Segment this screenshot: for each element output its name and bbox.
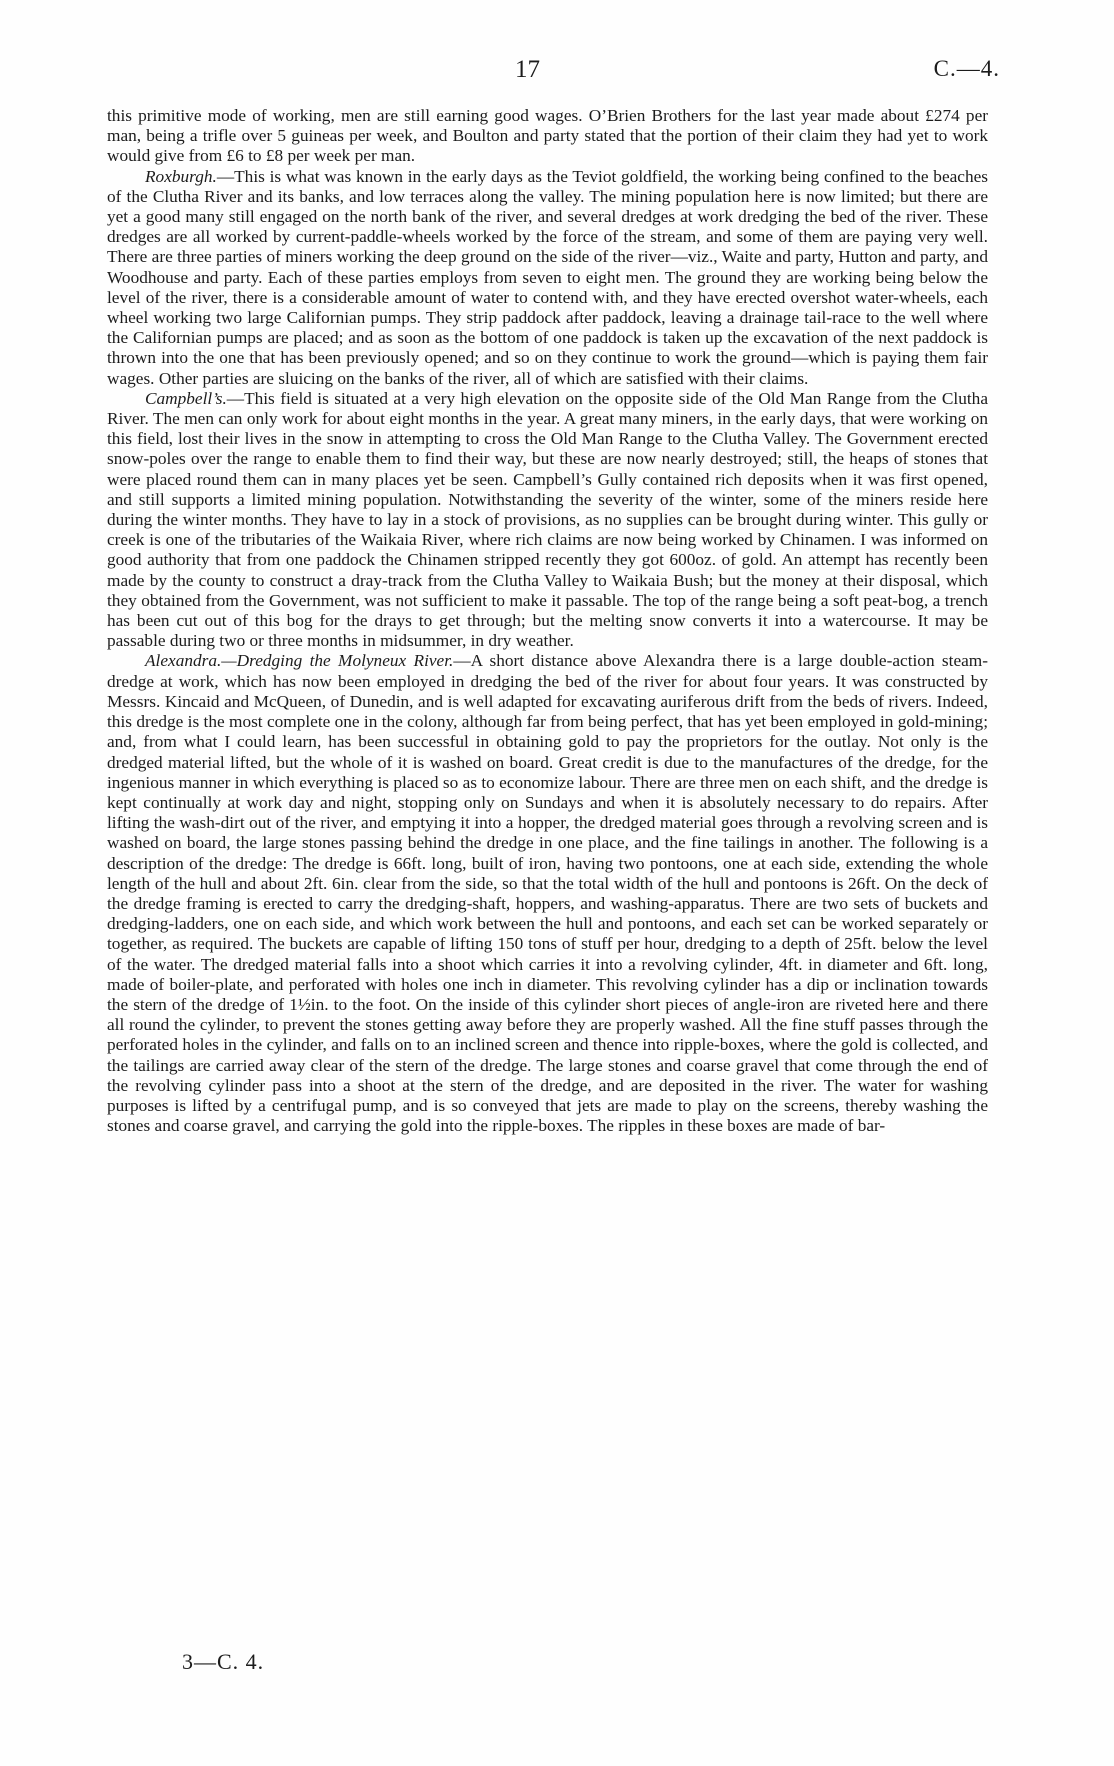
paragraph-text: —This is what was known in the early days as the Teviot goldfield, the working being confined to the beaches of the Clutha River and its banks, and low terraces along the valley. The mining population here is now limited; but there are yet a good many still engaged on the north bank of the river, and several dredges at work dredging the bed of the river. These dredges are all worked by current-paddle-wheels worked by the force of the stream, and some of them are paying very well. There are three parties of miners working the deep ground on the side of the river—viz., Waite and party, Hutton and party, and Woodhouse and party. Each of these parties employs from seven to eight men. The ground they are working being below the level of the river, there is a considerable amount of water to contend with, and they have erected overshot water-wheels, each wheel working two large Californian pumps. They strip paddock after paddock, leaving a drainage tail-race to the well where the Californian pumps are placed; and as soon as the bottom of one paddock is taken up the excavation of the next paddock is thrown into the one that has been previously opened; and so on they continue to work the ground—which is paying them fair wages. Other parties are sluicing on the banks of the river, all of which are satisfied with their claims. (107, 166, 988, 388)
paragraph-lead: Campbell’s. (145, 388, 227, 408)
paragraph-campbells (107, 389, 988, 652)
document-reference: C.—4. (933, 56, 1000, 81)
paragraph-text: this primitive mode of working, men are still earning good wages. O’Brien Brothers for the last year made about £274 per man, being a trifle over 5 guineas per week, and Boulton and party stated that the portion of their claim they had yet to work would give from £6 to £8 per week per man. (107, 106, 988, 166)
page-header (0, 56, 1114, 96)
paragraph-alexandra (107, 651, 988, 1136)
signature-mark: 3—C. 4. (182, 1649, 265, 1674)
page-number: 17 (515, 56, 540, 83)
paragraph-roxburgh (107, 167, 988, 389)
paragraph-text: —A short distance above Alexandra there is a large double-action steam-dredge at work, which has now been employed in dredging the bed of the river for about four years. It was constructed by Messrs. Kincaid and McQueen, of Dunedin, and is well adapted for excavating auriferous drift from the beds of rivers. Indeed, this dredge is the most complete one in the colony, although far from being perfect, that has yet been employed in gold-mining; and, from what I could learn, has been successful in obtaining gold to pay the proprietors for the outlay. Not only is the dredged material lifted, but the whole of it is washed on board. Great credit is due to the manufactures of the dredge, for the ingenious manner in which everything is placed so as to economize labour. There are three men on each shift, and the dredge is kept continually at work day and night, stopping only on Sundays and when it is absolutely necessary to do repairs. After lifting the wash-dirt out of the river, and emptying it into a hopper, the dredged material goes through a revolving screen and is washed on board, the large stones passing behind the dredge in one place, and the fine tailings in another. The following is a description of the dredge: The dredge is 66ft. long, built of iron, having two pontoons, one at each side, extending the whole length of the hull and about 2ft. 6in. clear from the side, so that the total width of the hull and pontoons is 26ft. On the deck of the dredge framing is erected to carry the dredging-shaft, hoppers, and washing-apparatus. There are two sets of buckets and dredging-ladders, one on each side, and which work between the hull and pontoons, and each set can be worked separately or together, as required. The buckets are capable of lifting 150 tons of stuff per hour, dredging to a depth of 25ft. below the level of the water. The dredged material falls into a shoot which carries it into a revolving cylinder, 4ft. in diameter and 6ft. long, made of boiler-plate, and perforated with holes one inch in diameter. This revolving cylinder has a dip or inclination towards the stern of the dredge of 1½in. to the foot. On the inside of this cylinder short pieces of angle-iron are riveted here and there all round the cylinder, to prevent the stones getting away before they are properly washed. All the fine stuff passes through the perforated holes in the cylinder, and falls on to an inclined screen and thence into ripple-boxes, where the gold is collected, and the tailings are carried away clear of the stern of the dredge. The large stones and coarse gravel that come through the end of the revolving cylinder pass into a shoot at the stern of the dredge, and are deposited in the river. The water for washing purposes is lifted by a centrifugal pump, and is so conveyed that jets are made to play on the screens, thereby washing the stones and coarse gravel, and carrying the gold into the ripple-boxes. The ripples in these boxes are made of bar- (107, 651, 988, 1136)
paragraph-lead: Alexandra.—Dredging the Molyneux River. (145, 651, 454, 671)
paragraph-lead: Roxburgh. (145, 166, 217, 186)
body-text (107, 106, 988, 1136)
paragraph-continuation (107, 106, 988, 167)
paragraph-text: —This field is situated at a very high elevation on the opposite side of the Old Man Range from the Clutha River. The men can only work for about eight months in the year. A great many miners, in the early days, that were working on this field, lost their lives in the snow in attempting to cross the Old Man Range to the Clutha Valley. The Government erected snow-poles over the range to enable them to find their way, but these are now nearly destroyed; still, the heaps of stones that were placed round them can in many places yet be seen. Campbell’s Gully contained rich deposits when it was first opened, and still supports a limited mining population. Notwithstanding the severity of the winter, some of the miners reside here during the winter months. They have to lay in a stock of provisions, as no supplies can be brought during winter. This gully or creek is one of the tributaries of the Waikaia River, where rich claims are now being worked by Chinamen. I was informed on good authority that from one paddock the Chinamen stripped recently they got 600oz. of gold. An attempt has recently been made by the county to construct a dray-track from the Clutha Valley to Waikaia Bush; but the money at their disposal, which they obtained from the Government, was not sufficient to make it passable. The top of the range being a soft peat-bog, a trench has been cut out of this bog for the drays to get through; but the melting snow converts it into a watercourse. It may be passable during two or three months in midsummer, in dry weather. (107, 388, 988, 651)
